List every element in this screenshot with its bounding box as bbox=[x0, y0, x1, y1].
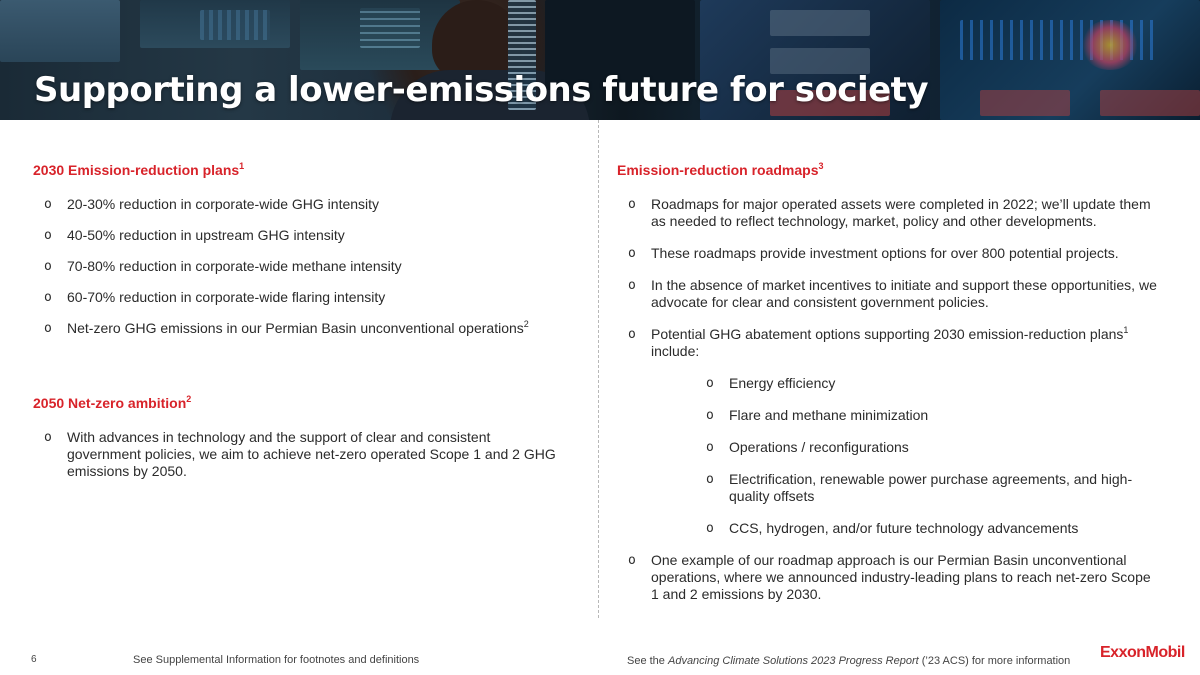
page-number: 6 bbox=[31, 654, 37, 665]
list-item: o Flare and methane minimization bbox=[695, 407, 1162, 424]
abatement-options-list bbox=[695, 375, 1162, 537]
list-item: o CCS, hydrogen, and/or future technology advancements bbox=[695, 520, 1162, 537]
ambition-heading: 2050 Net-zero ambition$^2$ bbox=[33, 394, 192, 411]
column-divider bbox=[598, 120, 599, 618]
list-item: o Electrification, renewable power purchase agreements, and high-quality offsets bbox=[695, 471, 1162, 505]
ambition-list bbox=[33, 429, 588, 480]
list-item: o Net-zero GHG emissions in our Permian Basin unconventional operations$^2$ bbox=[33, 320, 588, 337]
header-banner bbox=[0, 0, 1200, 120]
plans-heading: 2030 Emission-reduction plans$^1$ bbox=[33, 161, 245, 178]
list-item: o 20-30% reduction in corporate-wide GHG intensity bbox=[33, 196, 588, 213]
list-item: o In the absence of market incentives to initiate and support these opportunities, we advocate for clear and consistent government policies. bbox=[617, 277, 1162, 311]
list-item: o These roadmaps provide investment options for over 800 potential projects. bbox=[617, 245, 1162, 262]
list-item: o 70-80% reduction in corporate-wide methane intensity bbox=[33, 258, 588, 275]
page-title: Supporting a lower-emissions future for society bbox=[34, 70, 929, 110]
left-column bbox=[33, 160, 588, 480]
report-reference: See the Advancing Climate Solutions 2023 Progress Report (’23 ACS) for more information bbox=[627, 655, 1071, 667]
footnote-note: See Supplemental Information for footnotes and definitions bbox=[133, 654, 420, 666]
roadmaps-list bbox=[617, 196, 1162, 603]
list-item: o Operations / reconfigurations bbox=[695, 439, 1162, 456]
list-item: o Roadmaps for major operated assets were completed in 2022; we’ll update them as needed to reflect technology, market, policy and other developments. bbox=[617, 196, 1162, 230]
exxonmobil-logo: ExxonMobil bbox=[1100, 644, 1185, 661]
roadmaps-heading: Emission-reduction roadmaps$^3$ bbox=[617, 161, 824, 178]
plans-list bbox=[33, 196, 588, 337]
right-column bbox=[617, 160, 1162, 603]
list-item: o 40-50% reduction in upstream GHG intensity bbox=[33, 227, 588, 244]
list-item: o 60-70% reduction in corporate-wide flaring intensity bbox=[33, 289, 588, 306]
list-item: o Potential GHG abatement options supporting 2030 emission-reduction plans$^1$ include: o Energy efficiency o Flare and methane minimization o Operations / reconfigurations o Electrification, renewable power purchase agreements, and high-quality offsets o CCS, hydrogen, and/or future technology advancements bbox=[617, 326, 1162, 537]
list-item: o One example of our roadmap approach is our Permian Basin unconventional operations, where we announced industry-leading plans to reach net-zero Scope 1 and 2 emissions by 2030. bbox=[617, 552, 1162, 603]
list-item: o Energy efficiency bbox=[695, 375, 1162, 392]
list-item: o With advances in technology and the support of clear and consistent government policies, we aim to achieve net-zero operated Scope 1 and 2 GHG emissions by 2050. bbox=[33, 429, 588, 480]
